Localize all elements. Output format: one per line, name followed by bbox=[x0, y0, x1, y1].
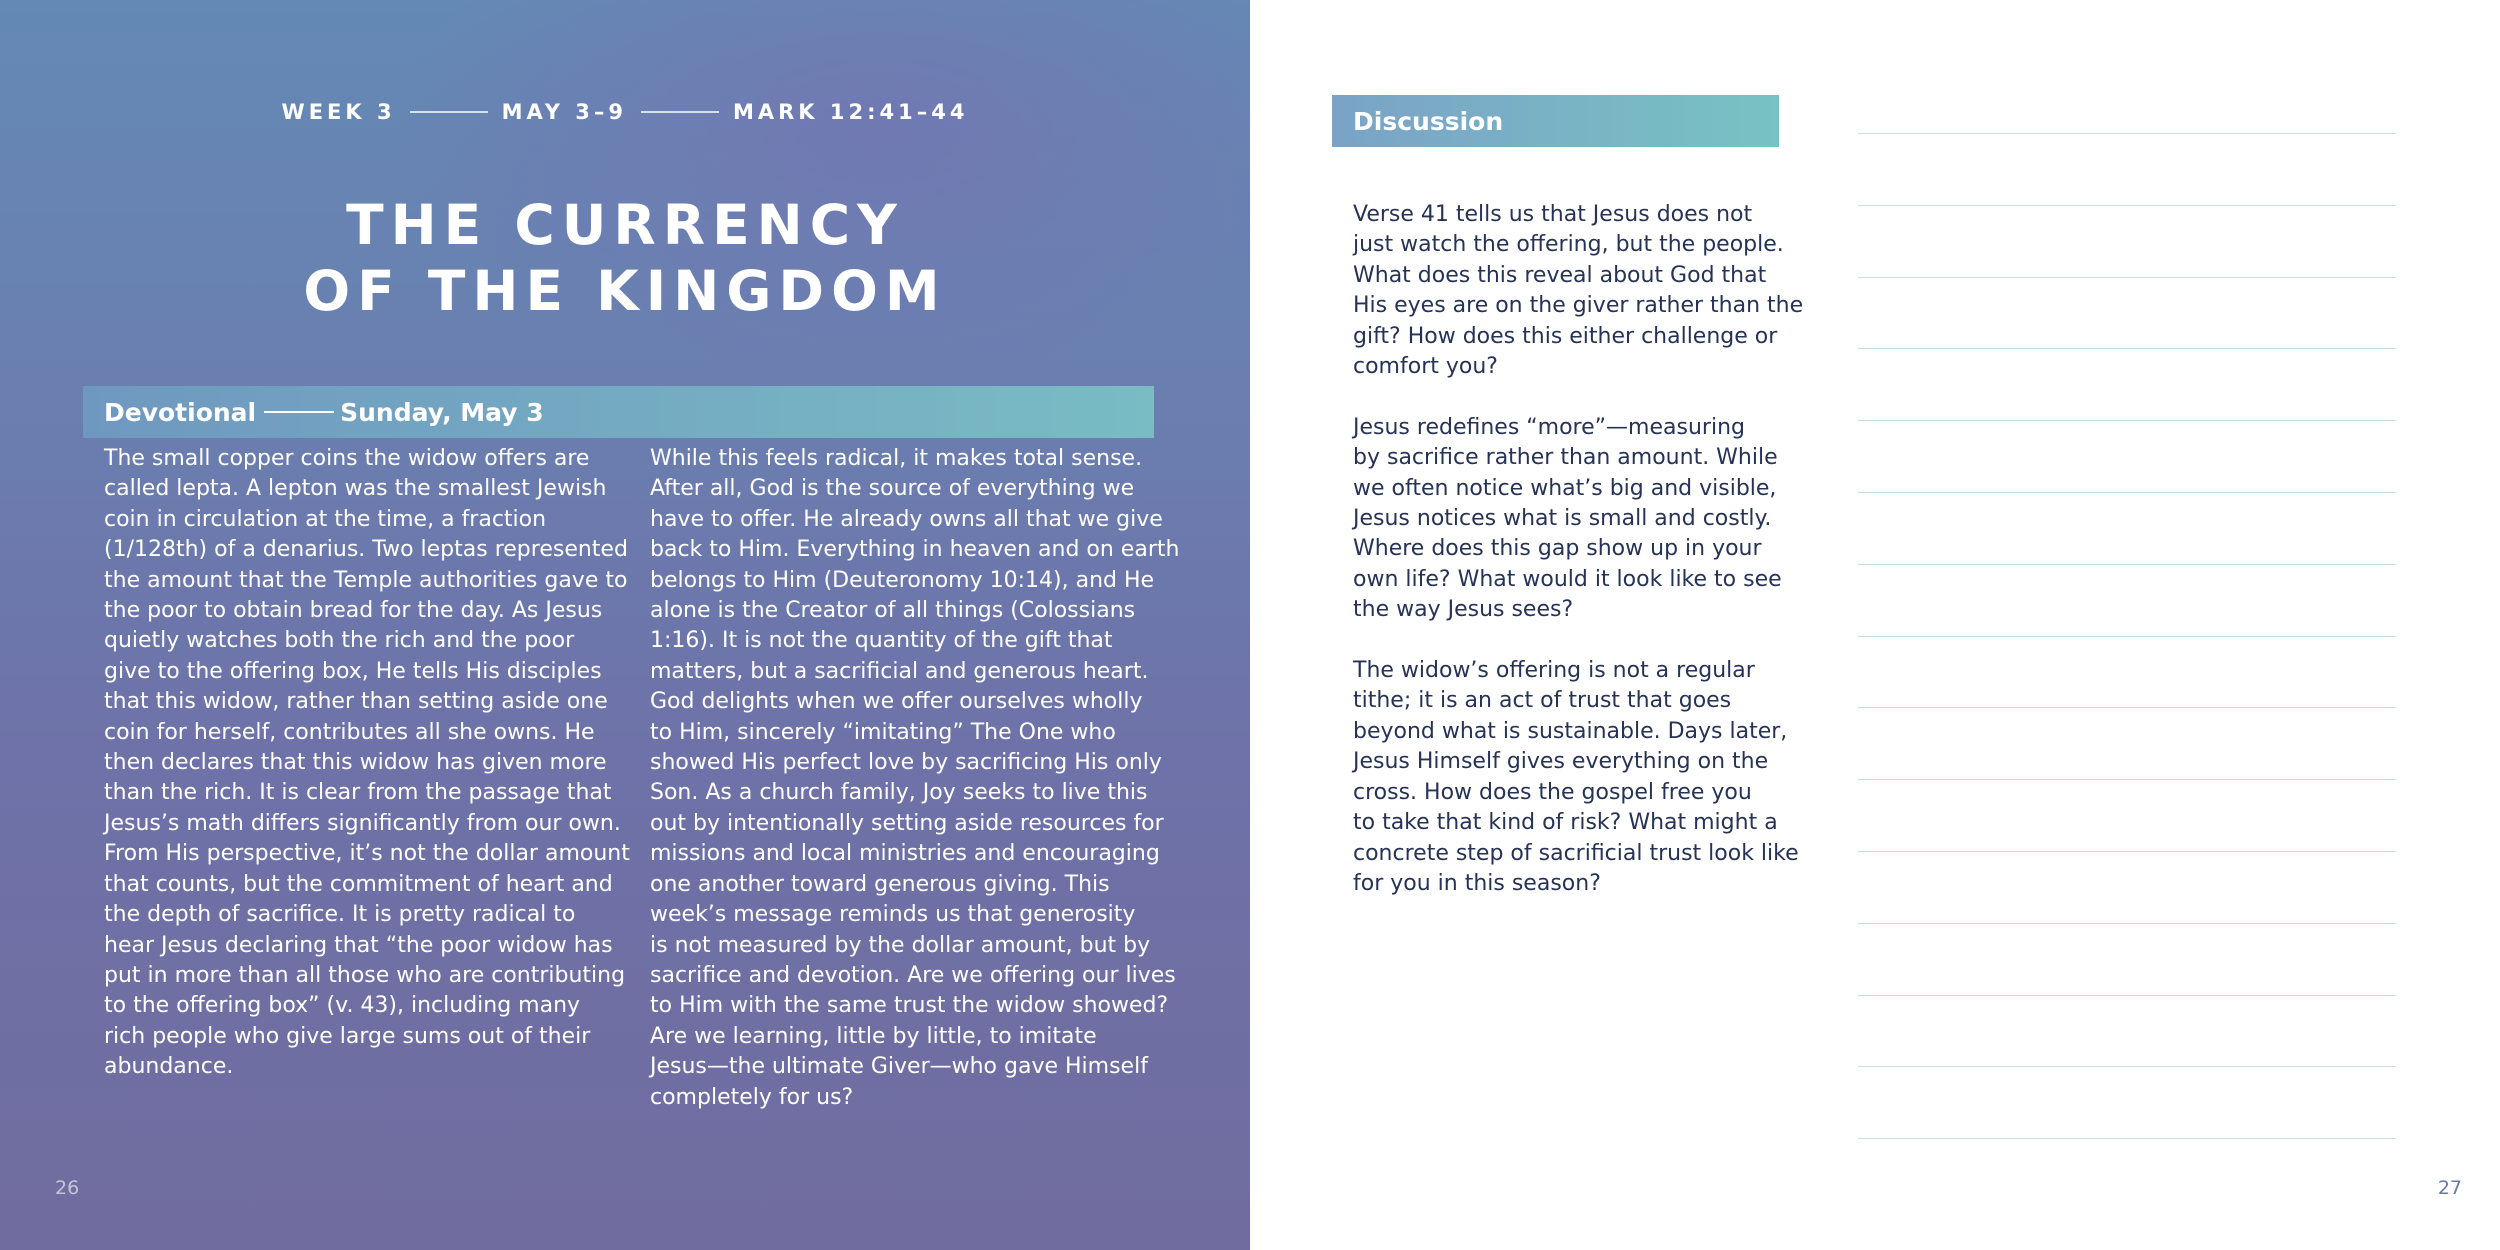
paragraph-line: called lepta. A lepton was the smallest Jewish bbox=[104, 476, 607, 502]
discussion-header-bar bbox=[1332, 95, 1779, 147]
discussion-question bbox=[1353, 413, 1793, 626]
paragraph-line: to the offering box” (v. 43), including many bbox=[104, 993, 581, 1019]
divider-rule bbox=[410, 111, 488, 113]
note-line[interactable] bbox=[1858, 492, 2396, 493]
question-line: Where does this gap show up in your bbox=[1353, 536, 1762, 562]
week-dates: MAY 3–9 bbox=[501, 100, 627, 124]
note-line[interactable] bbox=[1858, 1138, 2396, 1139]
devotional-label: Devotional bbox=[104, 397, 257, 427]
note-line[interactable] bbox=[1858, 348, 2396, 349]
paragraph-line: is not measured by the dollar amount, but by bbox=[650, 932, 1151, 958]
note-line[interactable] bbox=[1858, 779, 2396, 780]
devotional-day: Sunday, May 3 bbox=[340, 397, 544, 427]
question-line: comfort you? bbox=[1353, 354, 1498, 380]
paragraph-line: God delights when we offer ourselves wholly bbox=[650, 689, 1143, 715]
paragraph-line: coin in circulation at the time, a fraction bbox=[104, 506, 547, 532]
paragraph-line: week’s message reminds us that generosity bbox=[650, 902, 1136, 928]
paragraph-line: Are we learning, little by little, to imitate bbox=[650, 1023, 1097, 1049]
question-line: What does this reveal about God that bbox=[1353, 262, 1767, 288]
question-line: Jesus notices what is small and costly. bbox=[1353, 506, 1772, 532]
question-line: beyond what is sustainable. Days later, bbox=[1353, 718, 1788, 744]
week-label: WEEK 3 bbox=[281, 100, 396, 124]
paragraph-line: Son. As a church family, Joy seeks to live this bbox=[650, 780, 1148, 806]
question-line: tithe; it is an act of trust that goes bbox=[1353, 688, 1732, 714]
note-line[interactable] bbox=[1858, 707, 2396, 708]
paragraph-line: put in more than all those who are contributing bbox=[104, 962, 626, 988]
paragraph-line: quietly watches both the rich and the poor bbox=[104, 628, 575, 654]
note-line[interactable] bbox=[1858, 851, 2396, 852]
question-line: for you in this season? bbox=[1353, 870, 1601, 896]
note-line[interactable] bbox=[1858, 277, 2396, 278]
paragraph-line: that this widow, rather than setting aside one bbox=[104, 689, 608, 715]
paragraph-line: back to Him. Everything in heaven and on earth bbox=[650, 537, 1180, 563]
title-line-1: THE CURRENCY bbox=[346, 193, 904, 257]
paragraph-line: completely for us? bbox=[650, 1084, 854, 1110]
paragraph-line: alone is the Creator of all things (Colossians bbox=[650, 598, 1136, 624]
note-line[interactable] bbox=[1858, 133, 2396, 134]
discussion-question bbox=[1353, 200, 1804, 382]
paragraph-line: hear Jesus declaring that “the poor widow has bbox=[104, 932, 613, 958]
paragraph-line: out by intentionally setting aside resources for bbox=[650, 810, 1164, 836]
note-line[interactable] bbox=[1858, 995, 2396, 996]
note-line[interactable] bbox=[1858, 205, 2396, 206]
paragraph-line: After all, God is the source of everything we bbox=[650, 476, 1135, 502]
note-line[interactable] bbox=[1858, 636, 2396, 637]
paragraph-line: From His perspective, it’s not the dollar amount bbox=[104, 841, 630, 867]
devotional-header-bar bbox=[83, 386, 1154, 438]
question-line: Verse 41 tells us that Jesus does not bbox=[1353, 202, 1753, 227]
note-line[interactable] bbox=[1858, 1066, 2396, 1067]
paragraph-line: belongs to Him (Deuteronomy 10:14), and He bbox=[650, 567, 1155, 593]
question-line: just watch the offering, but the people. bbox=[1353, 232, 1784, 258]
paragraph-line: (1/128th) of a denarius. Two leptas represented bbox=[104, 537, 628, 563]
note-line[interactable] bbox=[1858, 564, 2396, 565]
paragraph-line: missions and local ministries and encouraging bbox=[650, 841, 1160, 867]
paragraph-line: showed His perfect love by sacrificing His only bbox=[650, 750, 1162, 776]
week-header bbox=[0, 100, 1250, 124]
question-line: to take that kind of risk? What might a bbox=[1353, 810, 1778, 836]
right-page bbox=[1250, 0, 2500, 1250]
paragraph-line: one another toward generous giving. This bbox=[650, 871, 1110, 897]
paragraph-line: While this feels radical, it makes total sense. bbox=[650, 446, 1143, 471]
paragraph-line: then declares that this widow has given more bbox=[104, 750, 607, 776]
question-line: Jesus redefines “more”—measuring bbox=[1353, 414, 1745, 440]
devotional-column-left bbox=[104, 444, 630, 1083]
paragraph-line: abundance. bbox=[104, 1054, 234, 1080]
question-line: cross. How does the gospel free you bbox=[1353, 779, 1752, 805]
divider-rule bbox=[264, 411, 334, 413]
question-line: The widow’s offering is not a regular bbox=[1353, 658, 1755, 684]
paragraph-line: to Him, sincerely “imitating” The One who bbox=[650, 719, 1116, 745]
paragraph-line: Jesus’s math differs significantly from our own. bbox=[104, 810, 621, 836]
divider-rule bbox=[641, 111, 719, 113]
paragraph-line: the amount that the Temple authorities gave to bbox=[104, 567, 628, 593]
page-title bbox=[0, 192, 1250, 324]
question-line: His eyes are on the giver rather than the bbox=[1353, 293, 1804, 319]
note-line[interactable] bbox=[1858, 420, 2396, 421]
paragraph-line: than the rich. It is clear from the passage that bbox=[104, 780, 612, 806]
question-line: gift? How does this either challenge or bbox=[1353, 323, 1778, 349]
question-line: Jesus Himself gives everything on the bbox=[1353, 749, 1769, 775]
paragraph-line: that counts, but the commitment of heart and bbox=[104, 871, 613, 897]
paragraph-line: 1:16). It is not the quantity of the gift that bbox=[650, 628, 1113, 654]
discussion-label: Discussion bbox=[1353, 106, 1504, 136]
note-line[interactable] bbox=[1858, 923, 2396, 924]
paragraph-line: the depth of sacrifice. It is pretty radical to bbox=[104, 902, 576, 928]
page-number-left: 26 bbox=[55, 1177, 80, 1199]
paragraph-line: sacrifice and devotion. Are we offering our lives bbox=[650, 962, 1176, 988]
question-line: we often notice what’s big and visible, bbox=[1353, 475, 1777, 501]
discussion-question bbox=[1353, 656, 1799, 899]
question-line: by sacrifice rather than amount. While bbox=[1353, 445, 1778, 471]
paragraph-line: Jesus—the ultimate Giver—who gave Himself bbox=[650, 1054, 1148, 1080]
paragraph-line: have to offer. He already owns all that we give bbox=[650, 506, 1163, 532]
question-line: own life? What would it look like to see bbox=[1353, 566, 1782, 592]
question-line: concrete step of sacrificial trust look like bbox=[1353, 840, 1799, 866]
title-line-2: OF THE KINGDOM bbox=[303, 259, 947, 323]
paragraph-line: coin for herself, contributes all she owns. He bbox=[104, 719, 595, 745]
question-line: the way Jesus sees? bbox=[1353, 597, 1574, 623]
page-number-right: 27 bbox=[2437, 1177, 2462, 1199]
devotional-column-right bbox=[650, 444, 1180, 1113]
discussion-questions bbox=[1353, 200, 1804, 930]
paragraph-line: matters, but a sacrificial and generous heart. bbox=[650, 658, 1149, 684]
paragraph-line: the poor to obtain bread for the day. As Jesus bbox=[104, 598, 603, 624]
paragraph-line: give to the offering box, He tells His disciples bbox=[104, 658, 602, 684]
scripture-passage: MARK 12:41–44 bbox=[732, 100, 969, 124]
paragraph-line: rich people who give large sums out of their bbox=[104, 1023, 591, 1049]
paragraph-line: The small copper coins the widow offers are bbox=[104, 446, 590, 471]
paragraph-line: to Him with the same trust the widow showed? bbox=[650, 993, 1169, 1019]
